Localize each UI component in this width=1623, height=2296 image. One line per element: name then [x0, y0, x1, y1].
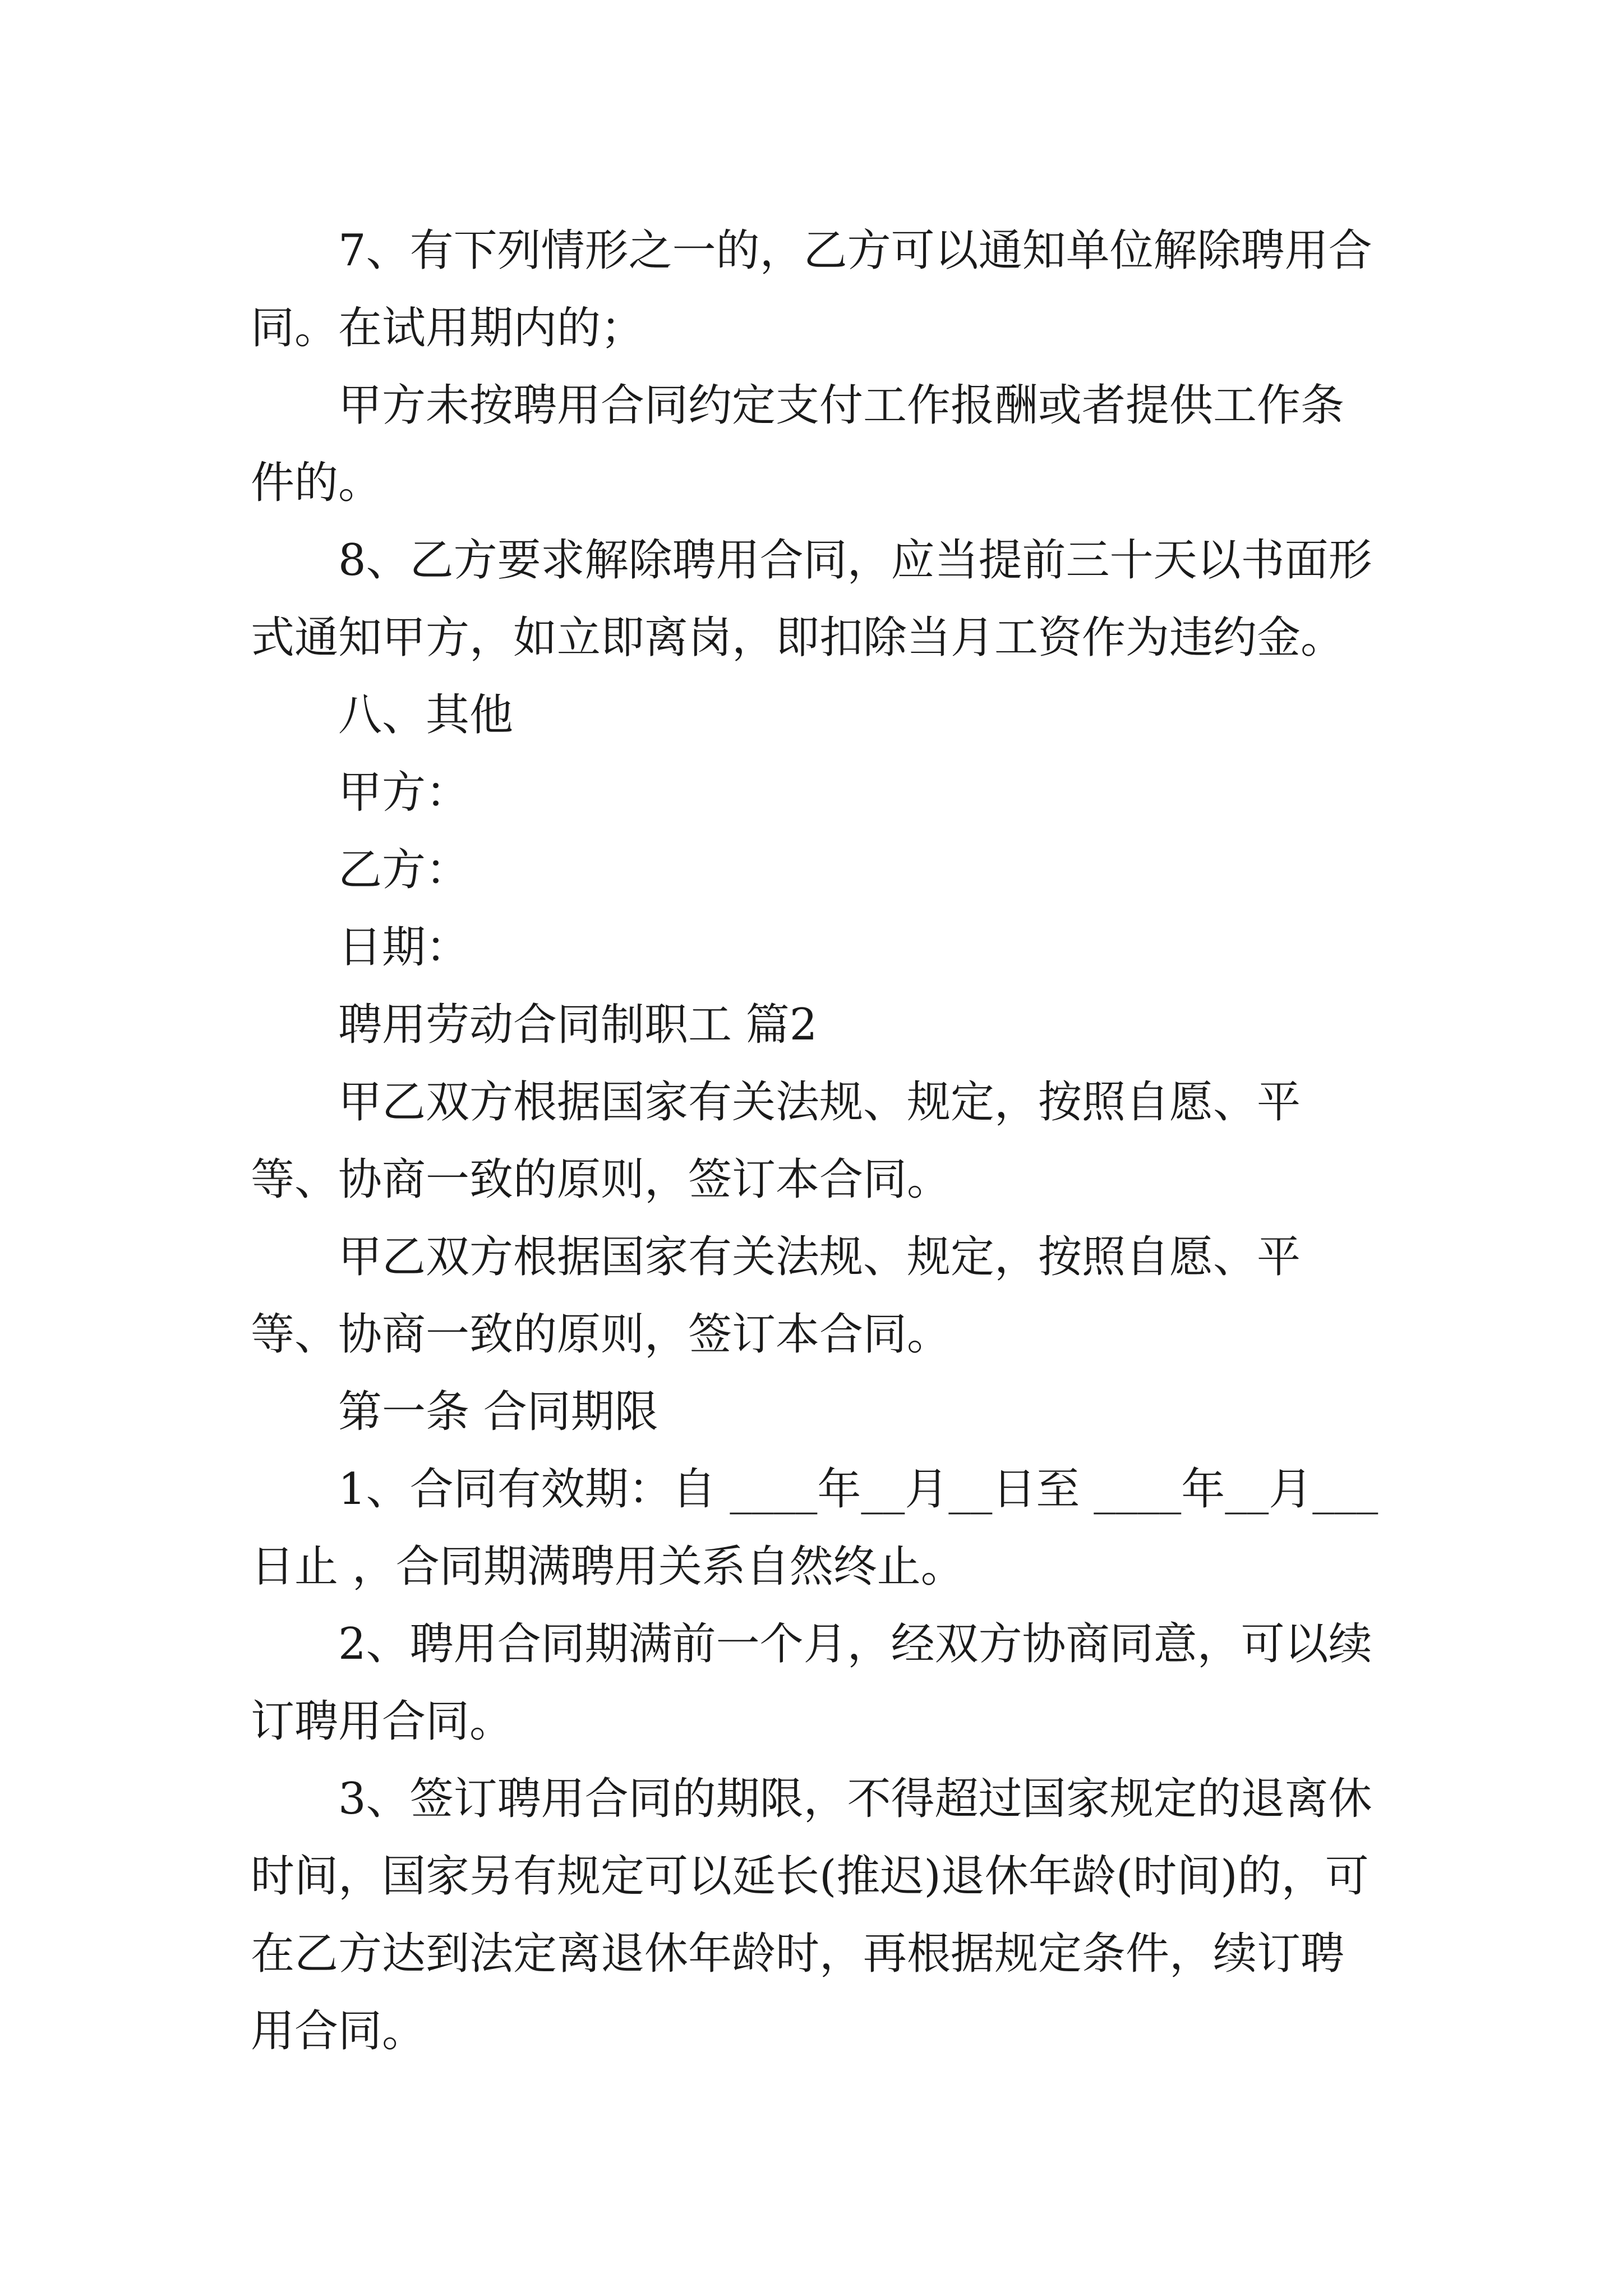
preamble-paragraph: 甲乙双方根据国家有关法规、规定，按照自愿、平等、协商一致的原则，签订本合同。 [251, 1077, 1301, 1205]
party-a-signature-line: 甲方： [338, 767, 470, 818]
section-other-heading: 八、其他 [338, 690, 514, 740]
article-1-clause-1: 1、合同有效期：自 ____年__月__日至 ____年__月___日止 ，合同期满聘用关系自然终止。 [251, 1464, 1378, 1592]
article-1-heading: 第一条 合同期限 [338, 1387, 658, 1437]
clause-7-detail: 甲方未按聘用合同约定支付工作报酬或者提供工作条件的。 [251, 380, 1345, 508]
article-1-clause-2: 2、聘用合同期满前一个月，经双方协商同意，可以续订聘用合同。 [251, 1619, 1372, 1747]
preamble-paragraph-repeat: 甲乙双方根据国家有关法规、规定，按照自愿、平等、协商一致的原则，签订本合同。 [251, 1232, 1301, 1360]
contract-title-part-2: 聘用劳动合同制职工 篇2 [338, 1000, 818, 1050]
clause-7: 7、有下列情形之一的，乙方可以通知单位解除聘用合同。在试用期内的； [251, 226, 1372, 353]
document-body [251, 212, 1384, 2070]
date-line: 日期： [338, 922, 470, 973]
clause-8: 8、乙方要求解除聘用合同，应当提前三十天以书面形式通知甲方，如立即离岗，即扣除当月工资作为违约金。 [251, 535, 1372, 663]
article-1-clause-3: 3、签订聘用合同的期限，不得超过国家规定的退离休时间，国家另有规定可以延长(推迟)退休年龄(时间)的，可在乙方达到法定离退休年龄时，再根据规定条件，续订聘用合同。 [251, 1774, 1372, 2056]
party-b-signature-line: 乙方： [338, 845, 470, 895]
